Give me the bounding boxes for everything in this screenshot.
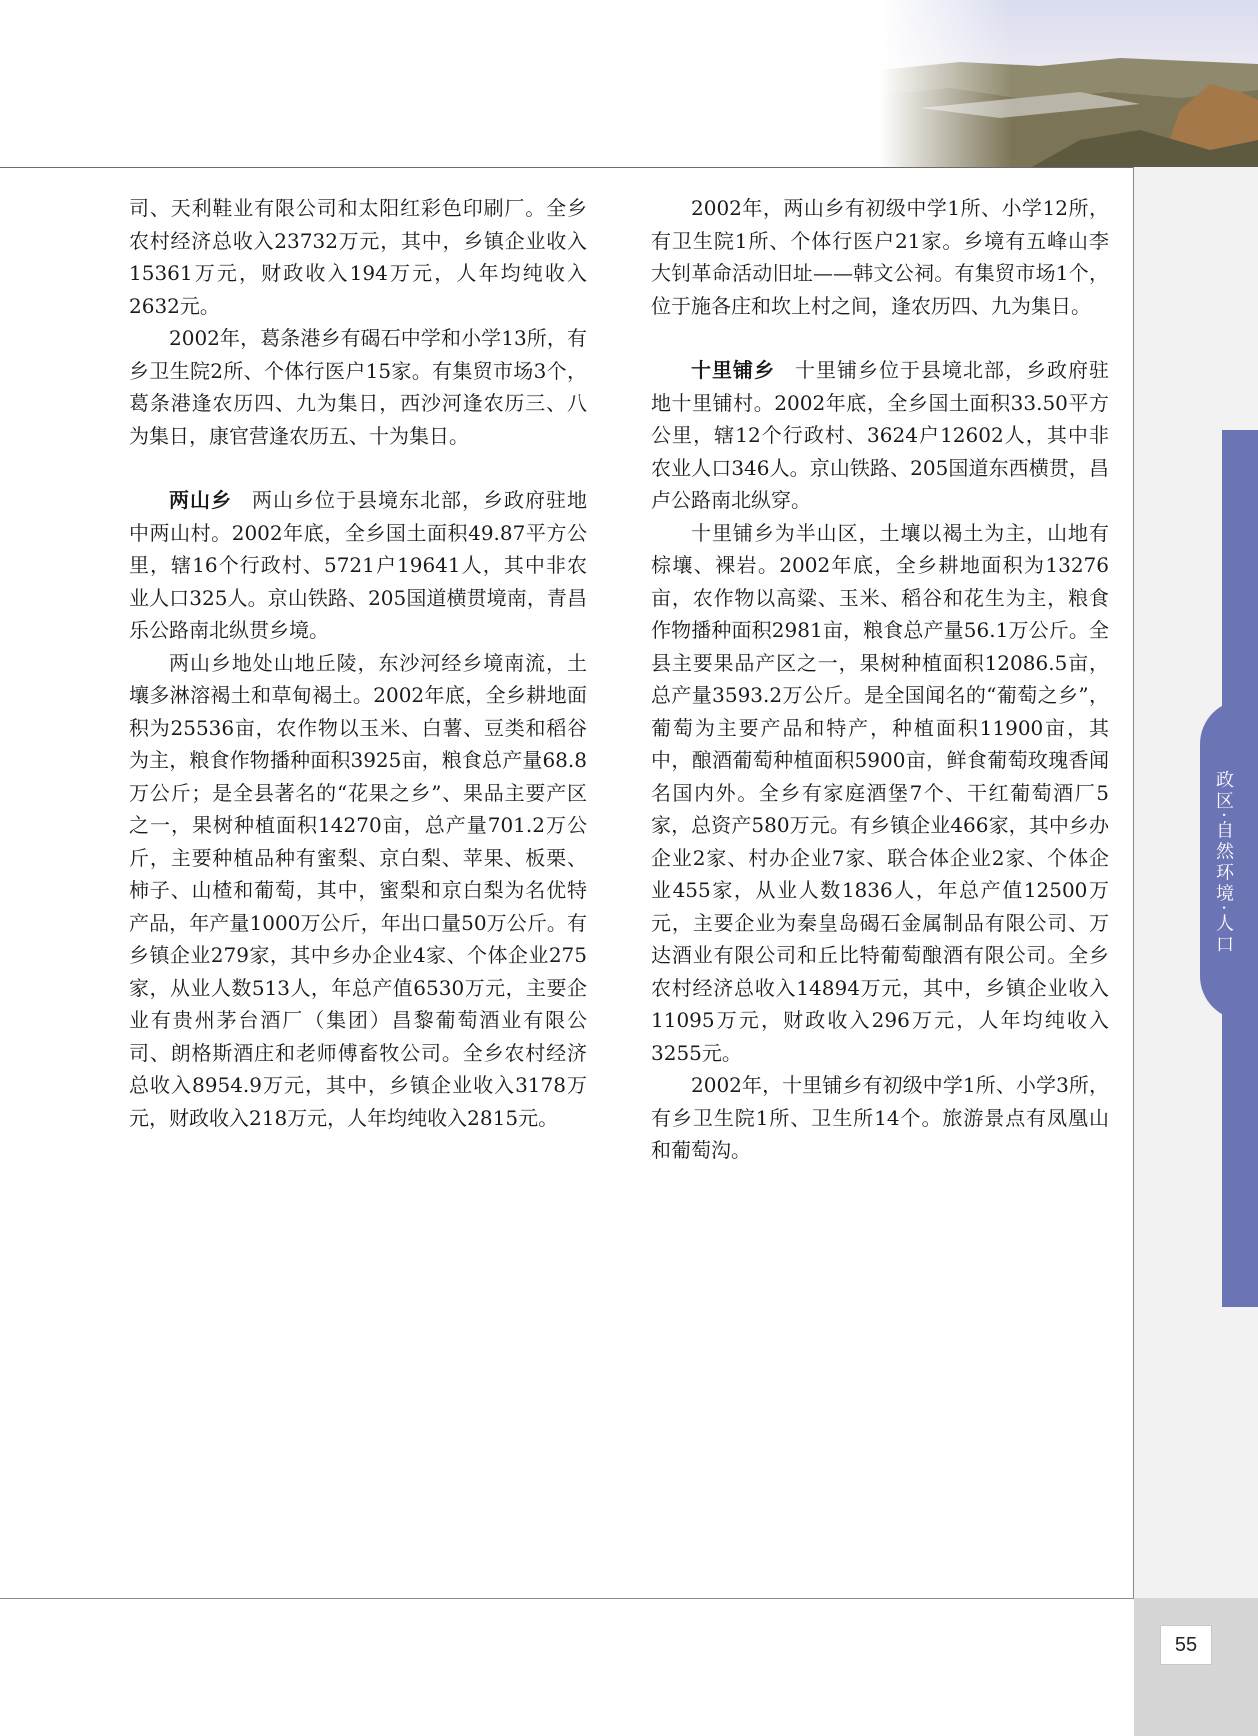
footer-rule: [0, 1598, 1135, 1599]
footer-band: [1134, 1598, 1258, 1736]
left-column: [129, 192, 587, 1134]
liangshan-heading: 两山乡: [169, 488, 232, 512]
right-paragraph-3: 十里铺乡为半山区，土壤以褐土为主，山地有棕壤、裸岩。2002年底，全乡耕地面积为13276亩，农作物以高粱、玉米、稻谷和花生为主，粮食作物播种面积2981亩，粮食总产量56.1万公斤。全县主要果品产区之一，果树种植面积12086.5亩，总产量3593.2万公斤。是全国闻名的“葡萄之乡”，葡萄为主要产品和特产，种植面积11900亩，其中，酿酒葡萄种植面积5900亩，鲜食葡萄玫瑰香闻名国内外。全乡有家庭酒堡7个、干红葡萄酒厂5家，总资产580万元。有乡镇企业466家，其中乡办企业2家、村办企业7家、联合体企业2家、个体企业455家，从业人数1836人，年总产值12500万元，主要企业为秦皇岛碣石金属制品有限公司、万达酒业有限公司和丘比特葡萄酿酒有限公司。全乡农村经济总收入14894万元，其中，乡镇企业收入11095万元，财政收入296万元，人年均纯收入3255元。: [651, 520, 1109, 1065]
right-margin-rule: [1133, 167, 1134, 1599]
right-column: [651, 192, 1109, 1167]
page-number: 55: [1160, 1625, 1212, 1665]
liangshan-intro: 两山乡位于县境东北部，乡政府驻地中两山村。2002年底，全乡国土面积49.87平方公里，辖16个行政村、5721户19641人，其中非农业人口325人。京山铁路、205国道横贯境南，青昌乐公路南北纵贯乡境。: [129, 488, 587, 642]
right-paragraph-1: 2002年，两山乡有初级中学1所、小学12所，有卫生院1所、个体行医户21家。乡境有五峰山李大钊革命活动旧址——韩文公祠。有集贸市场1个，位于施各庄和坎上村之间，逢农历四、九为集日。: [651, 196, 1109, 318]
shilipu-intro: 十里铺乡位于县境北部，乡政府驻地十里铺村。2002年底，全乡国土面积33.50平方公里，辖12个行政村、3624户12602人，其中非农业人口346人。京山铁路、205国道东西横贯，昌卢公路南北纵穿。: [651, 358, 1109, 512]
left-paragraph-2: 2002年，葛条港乡有碣石中学和小学13所，有乡卫生院2所、个体行医户15家。有集贸市场3个，葛条港逢农历四、九为集日，西沙河逢农历三、八为集日，康官营逢农历五、十为集日。: [129, 326, 587, 448]
left-paragraph-4: 两山乡地处山地丘陵，东沙河经乡境南流，土壤多淋溶褐土和草甸褐土。2002年底，全乡耕地面积为25536亩，农作物以玉米、白薯、豆类和稻谷为主，粮食作物播种面积3925亩，粮食总产量68.8万公斤；是全县著名的“花果之乡”、果品主要产区之一，果树种植面积14270亩，总产量701.2万公斤，主要种植品种有蜜梨、京白梨、苹果、板栗、柿子、山楂和葡萄，其中，蜜梨和京白梨为名优特产品，年产量1000万公斤，年出口量50万公斤。有乡镇企业279家，其中乡办企业4家、个体企业275家，从业人数513人，年总产值6530万元，主要企业有贵州茅台酒厂（集团）昌黎葡萄酒业有限公司、朗格斯酒庄和老师傅畜牧公司。全乡农村经济总收入8954.9万元，其中，乡镇企业收入3178万元，财政收入218万元，人年均纯收入2815元。: [129, 650, 587, 1130]
header-rule: [0, 167, 1135, 168]
shilipu-heading: 十里铺乡: [691, 358, 775, 382]
left-paragraph-1: 司、天利鞋业有限公司和太阳红彩色印刷厂。全乡农村经济总收入23732万元，其中，乡镇企业收入15361万元，财政收入194万元，人年均纯收入2632元。: [129, 196, 587, 318]
header-landscape-photo: [880, 0, 1258, 168]
shilipu-section: [651, 354, 1109, 517]
landscape-illustration: [880, 0, 1258, 168]
side-chapter-label: 政区·自然环境·人口: [1213, 770, 1234, 956]
right-paragraph-4: 2002年，十里铺乡有初级中学1所、小学3所，有乡卫生院1所、卫生所14个。旅游景点有凤凰山和葡萄沟。: [651, 1073, 1109, 1162]
liangshan-section: [129, 484, 587, 647]
